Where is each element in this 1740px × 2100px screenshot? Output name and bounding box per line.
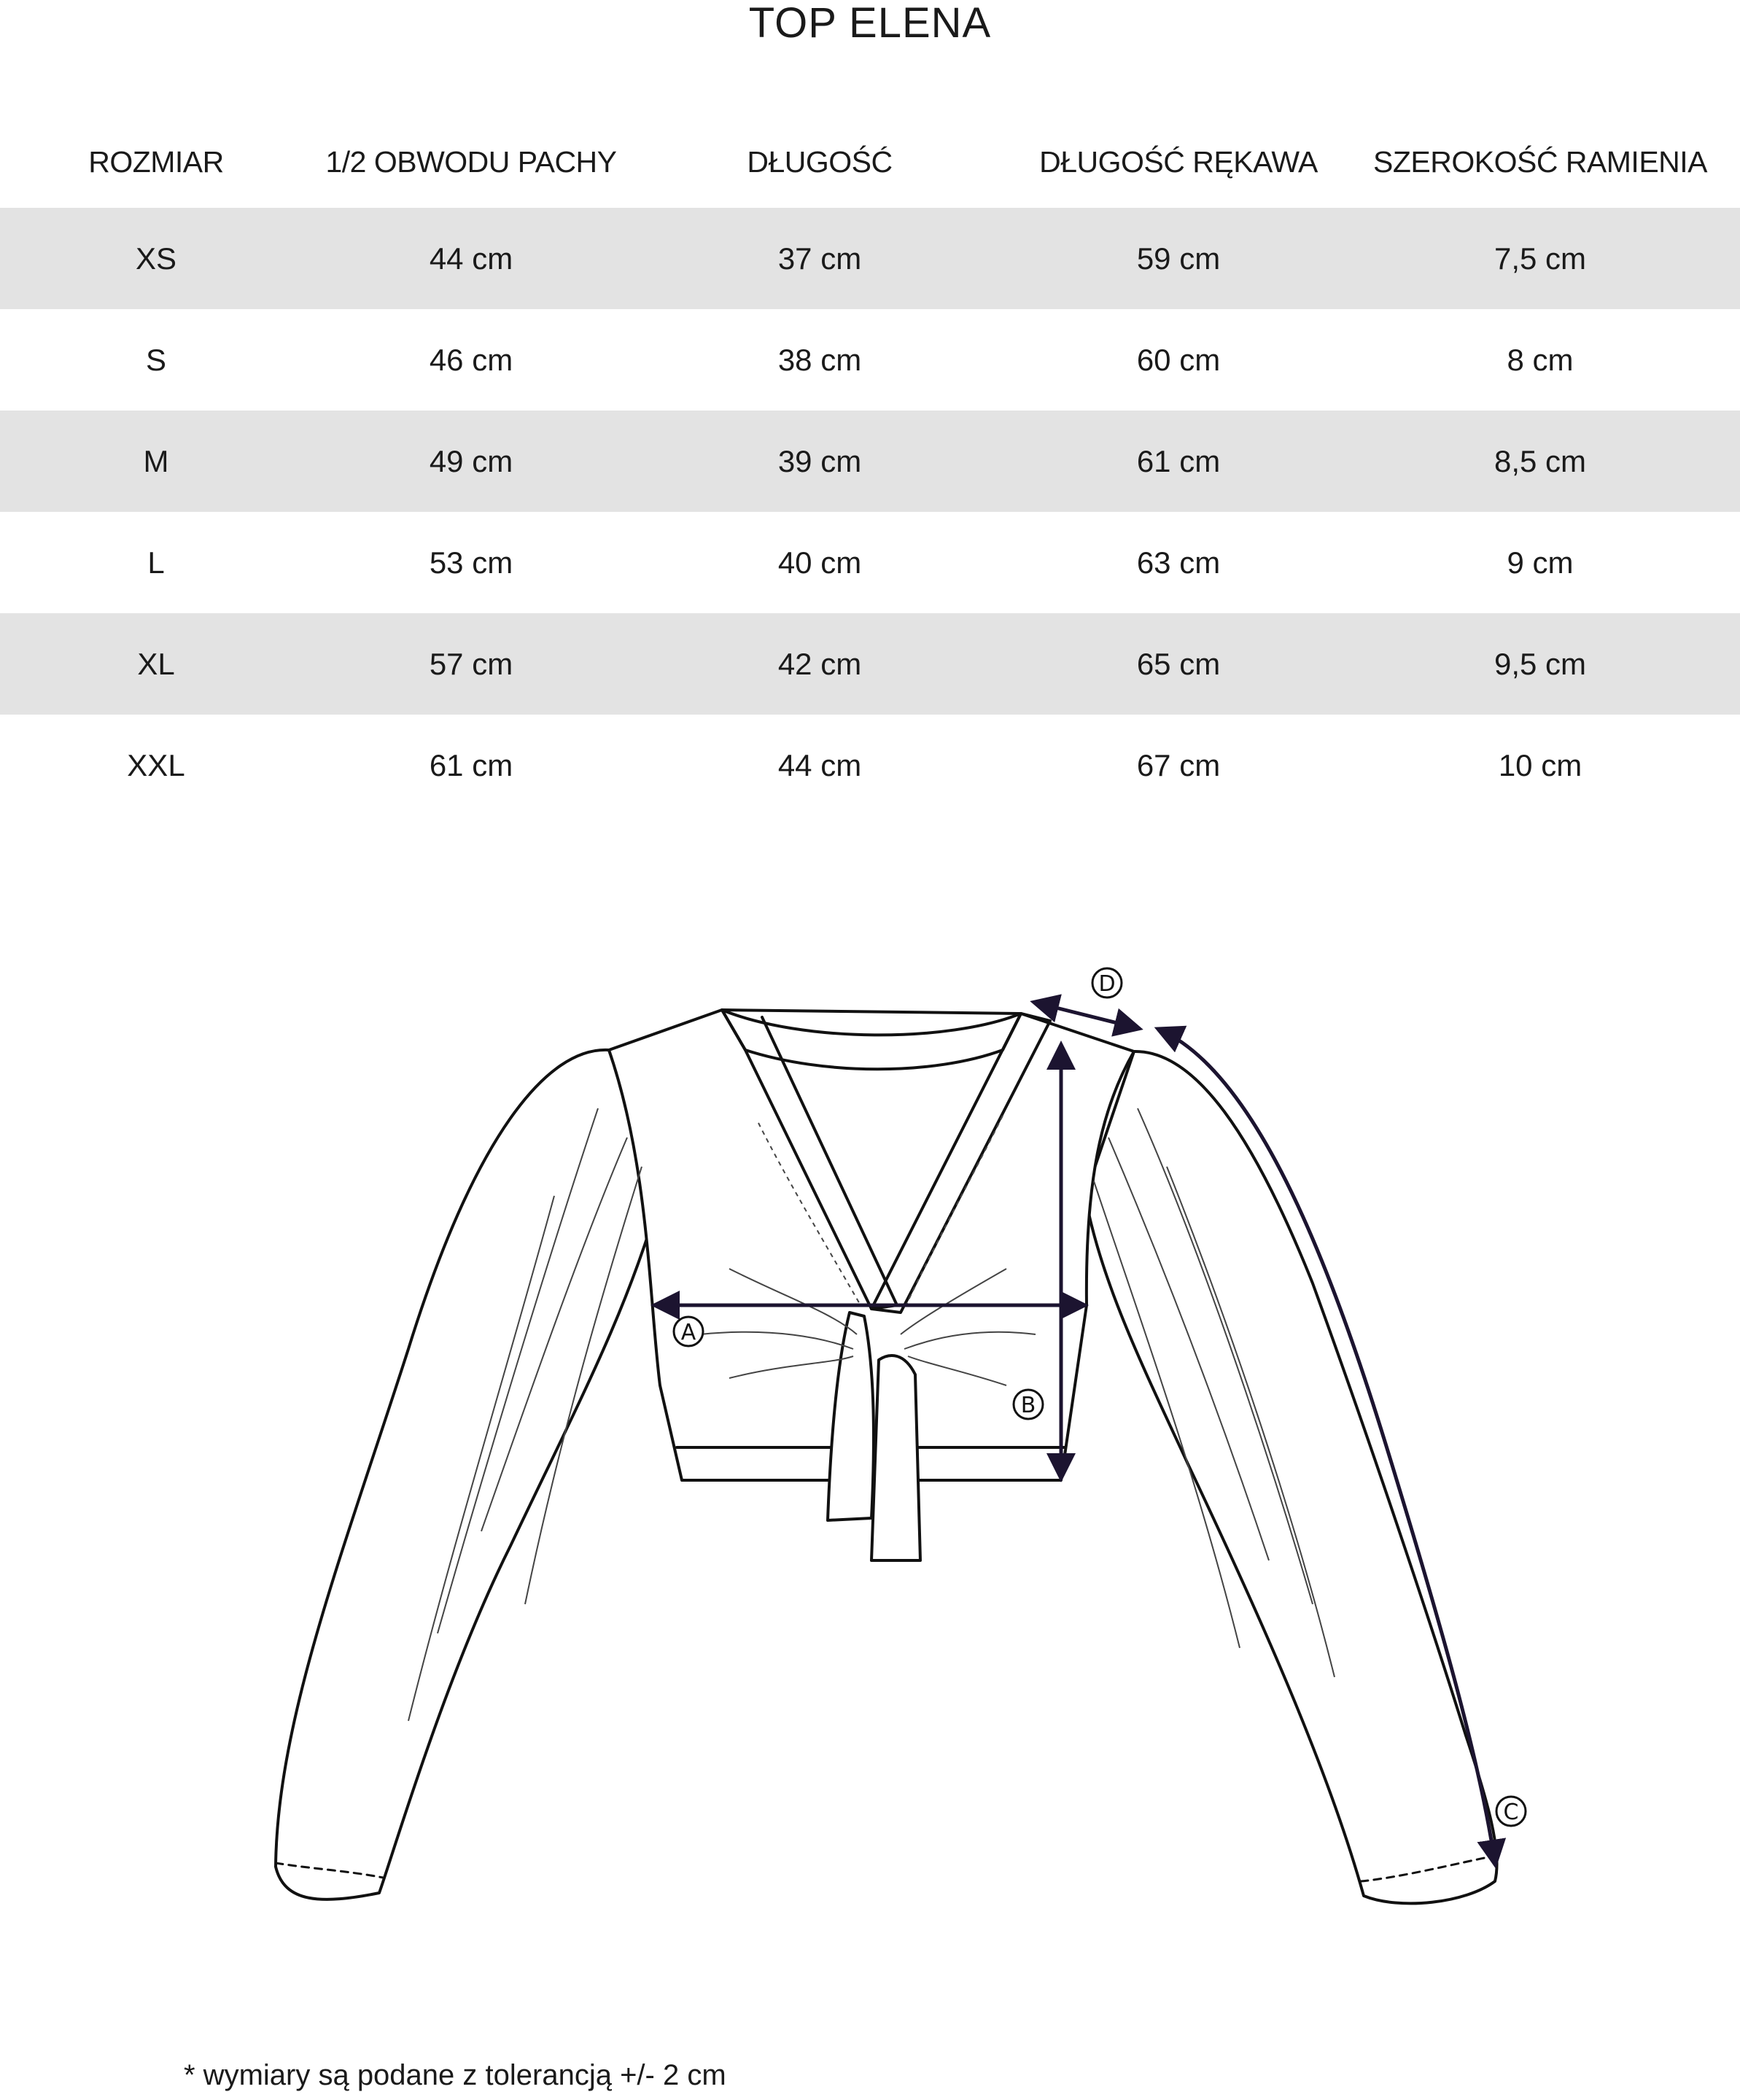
cell-shoulder-width: 7,5 cm bbox=[1494, 241, 1587, 276]
tolerance-footnote: * wymiary są podane z tolerancją +/- 2 cm bbox=[184, 2059, 726, 2091]
cell-shoulder-width: 8,5 cm bbox=[1494, 443, 1587, 478]
header-size: ROZMIAR bbox=[88, 145, 224, 179]
header-length: DŁUGOŚĆ bbox=[747, 145, 893, 179]
marker-b bbox=[1014, 1390, 1043, 1419]
garment-outline bbox=[276, 1010, 1497, 1903]
cell-length: 39 cm bbox=[777, 443, 862, 478]
cell-length: 42 cm bbox=[777, 646, 862, 681]
cell-sleeve-length: 60 cm bbox=[1136, 342, 1221, 377]
cell-size: L bbox=[147, 545, 165, 580]
right-cuff-seam bbox=[1361, 1856, 1495, 1881]
left-sleeve bbox=[276, 1050, 660, 1899]
marker-c bbox=[1496, 1797, 1526, 1826]
cell-half-chest: 57 cm bbox=[429, 646, 513, 681]
cell-half-chest: 46 cm bbox=[429, 342, 513, 377]
cell-length: 40 cm bbox=[777, 545, 862, 580]
cell-size: XXL bbox=[127, 747, 185, 782]
marker-c-label: C bbox=[1503, 1800, 1519, 1825]
cell-sleeve-length: 65 cm bbox=[1136, 646, 1221, 681]
cell-half-chest: 44 cm bbox=[429, 241, 513, 276]
cell-size: M bbox=[143, 443, 169, 478]
measure-c-line bbox=[1160, 1030, 1495, 1863]
header-half-chest: 1/2 OBWODU PACHY bbox=[325, 145, 617, 179]
cell-shoulder-width: 8 cm bbox=[1507, 342, 1574, 377]
cell-shoulder-width: 9,5 cm bbox=[1494, 646, 1587, 681]
header-sleeve-length: DŁUGOŚĆ RĘKAWA bbox=[1039, 145, 1318, 179]
page-title: TOP ELENA bbox=[748, 0, 992, 47]
cell-size: XL bbox=[137, 646, 175, 681]
cell-sleeve-length: 67 cm bbox=[1136, 747, 1221, 782]
marker-a-label: A bbox=[680, 1320, 696, 1345]
cell-sleeve-length: 63 cm bbox=[1136, 545, 1221, 580]
cell-half-chest: 49 cm bbox=[429, 443, 513, 478]
cell-sleeve-length: 59 cm bbox=[1136, 241, 1221, 276]
marker-d-label: D bbox=[1098, 971, 1116, 997]
left-cuff-seam bbox=[276, 1863, 383, 1878]
cell-shoulder-width: 9 cm bbox=[1507, 545, 1574, 580]
cell-half-chest: 53 cm bbox=[429, 545, 513, 580]
marker-b-label: B bbox=[1020, 1393, 1036, 1418]
header-shoulder-width: SZEROKOŚĆ RAMIENIA bbox=[1373, 145, 1708, 179]
cell-size: S bbox=[145, 342, 166, 377]
cell-length: 37 cm bbox=[777, 241, 862, 276]
cell-length: 44 cm bbox=[777, 747, 862, 782]
right-sleeve bbox=[1085, 1051, 1497, 1903]
cell-length: 38 cm bbox=[777, 342, 862, 377]
right-tie bbox=[871, 1356, 920, 1560]
cell-shoulder-width: 10 cm bbox=[1498, 747, 1582, 782]
marker-d bbox=[1092, 968, 1122, 998]
cell-size: XS bbox=[135, 241, 177, 276]
marker-a bbox=[674, 1317, 703, 1346]
cell-half-chest: 61 cm bbox=[429, 747, 513, 782]
cell-sleeve-length: 61 cm bbox=[1136, 443, 1221, 478]
